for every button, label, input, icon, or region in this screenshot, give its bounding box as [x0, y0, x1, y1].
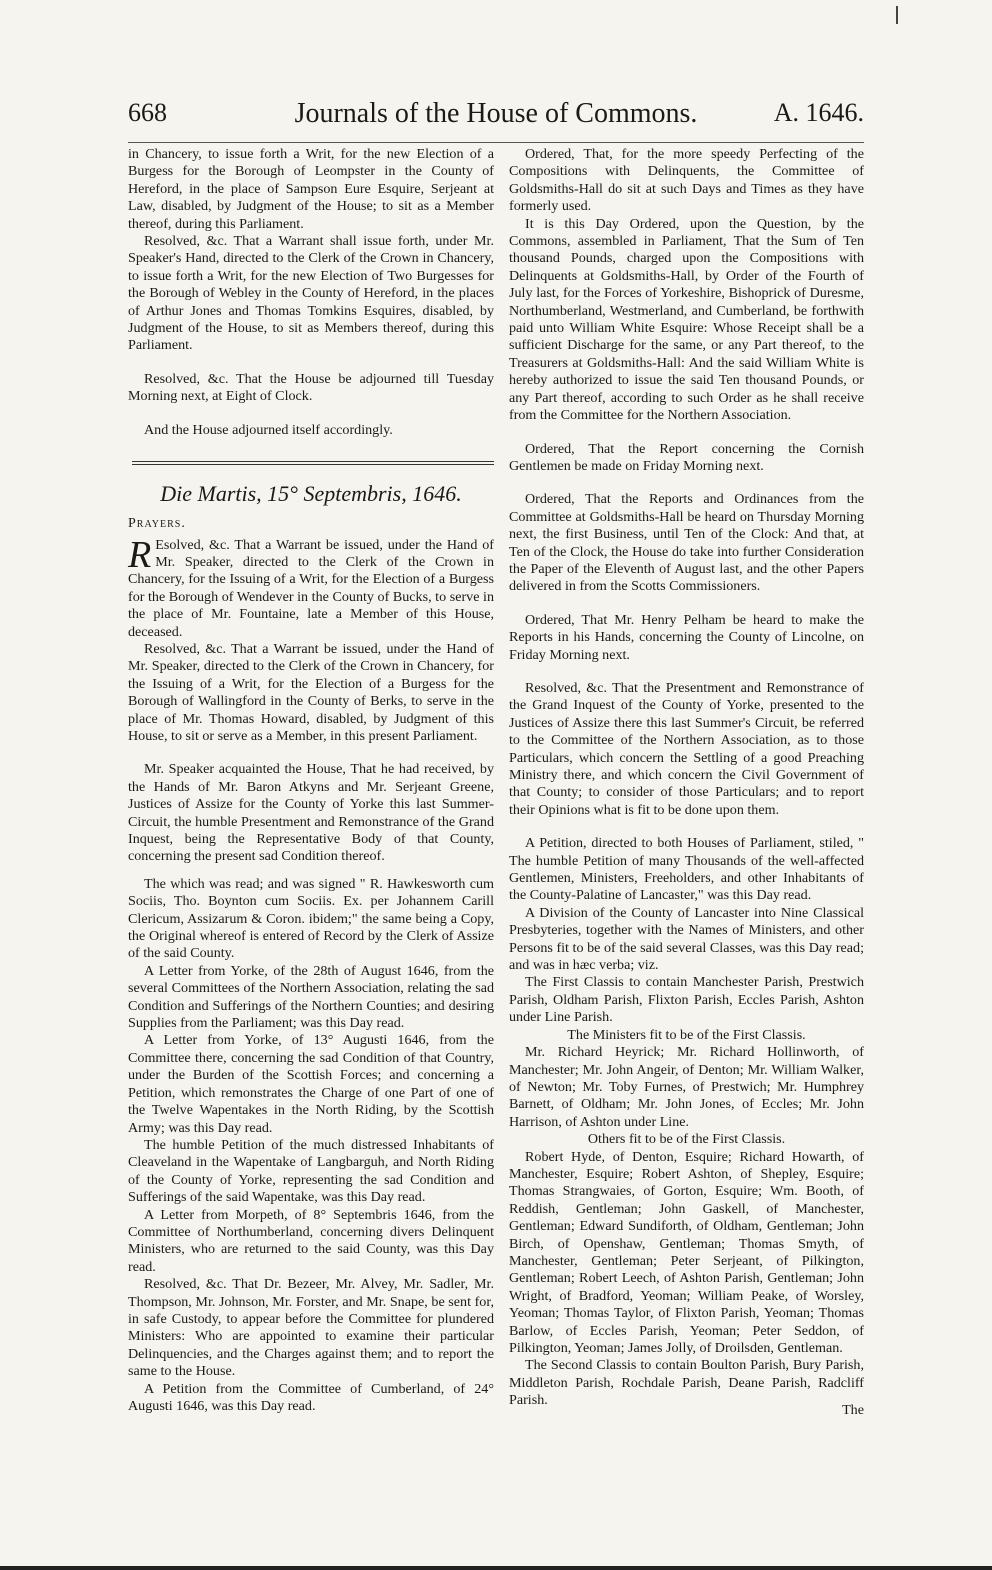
left-column — [128, 146, 494, 1415]
section-divider — [132, 457, 494, 467]
prayers-label: Prayers. — [128, 516, 186, 532]
page-header — [128, 98, 864, 143]
paragraph: Ordered, That, for the more speedy Perfecting of the Compositions with Delinquents, the Committee of Goldsmiths-Hall do sit at such Days and Times as they have formerly used. — [509, 146, 864, 215]
catchword: The — [842, 1402, 864, 1418]
paragraph: Resolved, &c. That Dr. Bezeer, Mr. Alvey, Mr. Sadler, Mr. Thompson, Mr. Johnson, Mr. Forster, and Mr. Snape, be sent for, in safe Custody, to appear before the Committee for plundered Ministers: Who are appointed to examine their particular Delinquencies, and the Charges against them; and to report the same to the House. — [128, 1276, 494, 1380]
page-number: 668 — [128, 98, 167, 127]
paragraph: Resolved, &c. That a Warrant be issued, under the Hand of Mr. Speaker, directed to the Clerk of the Crown in Chancery, for the Issuing of a Writ, for the Election of a Burgess for the Borough of Wallingford in the County of Berks, to serve in the place of Mr. Thomas Howard, disabled, by Judgment of this House, to sit or serve as a Member, in this present Parliament. — [128, 640, 494, 744]
paragraph: Mr. Speaker acquainted the House, That he had received, by the Hands of Mr. Baron Atkyns and Mr. Serjeant Greene, Justices of Assize for the County of Yorke this last Summer-Circuit, the humble Presentment and Remonstrance of the Grand Inquest, being the Representative Body of that County, concerning the present sad Condition thereof. — [128, 761, 494, 865]
subheading: The Ministers fit to be of the First Classis. — [567, 1026, 806, 1043]
paragraph: in Chancery, to issue forth a Writ, for the new Election of a Burgess for the Borough of Leompster in the County of Hereford, in the place of Sampson Eure Esquire, Serjeant at Law, disabled, by Judgment of the House; to sit as a Member thereof, during this Parliament. — [128, 146, 494, 232]
paragraph: Robert Hyde, of Denton, Esquire; Richard Howarth, of Manchester, Esquire; Robert Ashton, of Shepley, Esquire; Thomas Strangwaies, of Gorton, Esquire; Wm. Booth, of Reddish, Gentleman; John Gaskell, of Manchester, Gentleman; Edward Sundiforth, of Oldham, Gentleman; John Birch, of Openshaw, Gentleman; Thomas Smyth, of Manchester, Gentleman; Peter Serjeant, of Pilkington, Gentleman; Robert Leech, of Ashton Parish, Gentleman; John Wright, of Bradford, Yeoman; William Peake, of Worsley, Yeoman; Thomas Taylor, of Flixton Parish, Yeoman; Thomas Barlow, of Eccles Parish, Yeoman; Peter Seddon, of Pilkington, Yeoman; James Jolly, of Droilsden, Gentleman. — [509, 1148, 864, 1356]
paragraph: The humble Petition of the much distressed Inhabitants of Cleaveland in the Wapentake of Langbarguh, and North Riding of the County of Yorke, representing the sad Condition and Sufferings of the said Wapentake, was this Day read. — [128, 1136, 494, 1206]
drop-cap: R — [128, 533, 152, 576]
paragraph: Resolved, &c. That the House be adjourned till Tuesday Morning next, at Eight of Clock. — [128, 370, 494, 405]
journal-title: Journals of the House of Commons. — [294, 98, 698, 129]
right-column — [509, 146, 864, 1410]
paragraph: Resolved, &c. That a Warrant shall issue forth, under Mr. Speaker's Hand, directed to the Clerk of the Crown in Chancery, to issue forth a Writ, for the new Election of Two Burgesses for the Borough of Webley in the County of Hereford, in the places of Arthur Jones and Thomas Tomkins Esquires, disabled, by Judgment of the House, to sit as Members thereof, during this Parliament. — [128, 233, 494, 354]
paragraph: Ordered, That the Reports and Ordinances from the Committee at Goldsmiths-Hall be heard on Thursday Morning next, the first Business, until Ten of the Clock: And that, at Ten of the Clock, the House do take into further Consideration the Paper of the Eleventh of August last, and the other Papers delivered in from the Scotts Commissioners. — [509, 491, 864, 595]
year-label: A. 1646. — [773, 98, 864, 127]
paragraph: A Petition from the Committee of Cumberland, of 24° Augusti 1646, was this Day read. — [128, 1380, 494, 1414]
subheading: Others fit to be of the First Classis. — [587, 1131, 786, 1148]
paragraph: A Letter from Yorke, of the 28th of August 1646, from the several Committees of the Northern Association, relating the sad Condition and Sufferings of the Northern Counties; and desiring Supplies from the Parliament; was this Day read. — [128, 962, 494, 1032]
paragraph: And the House adjourned itself accordingly. — [144, 421, 393, 438]
paragraph: It is this Day Ordered, upon the Question, by the Commons, assembled in Parliament, That the Sum of Ten thousand Pounds, charged upon the Compositions with Delinquents at Goldsmiths-Hall, by Order of the Fourth of July last, for the Forces of Yorkeshire, Bishoprick of Duresme, Northumberland, Westmerland, and Cumberland, be forthwith paid unto William White Esquire: Whose Receipt shall be a sufficient Discharge for the same, or any Part thereof, to the Treasurers at Goldsmiths-Hall: And the said William White is hereby authorized to issue the said Ten thousand Pounds, or any Part thereof, according to such Order as he shall receive from the Committee for the Northern Association. — [509, 215, 864, 424]
paragraph: Resolved, &c. That the Presentment and Remonstrance of the Grand Inquest of the County of Yorke, presented to the Justices of Assize there this last Summer's Circuit, be referred to the Committee of the Northern Association, as to those Particulars, which concern the Settling of a good Preaching Ministry there, and which concern the Civil Government of that County; to consider of those Particulars; and to report their Opinions what is fit to be done upon them. — [509, 679, 864, 818]
day-heading: Die Martis, 15° Septembris, 1646. — [160, 481, 462, 507]
paragraph: A Letter from Morpeth, of 8° Septembris 1646, from the Committee of Northumberland, concerning divers Delinquent Ministers, who are returned to the said County, was this Day read. — [128, 1206, 494, 1275]
paragraph: A Division of the County of Lancaster into Nine Classical Presbyteries, together with the Names of Ministers, and other Persons fit to be of the said several Classes, was this Day read; and was in hæc verba; viz. — [509, 904, 864, 974]
paragraph: R Esolved, &c. That a Warrant be issued, under the Hand of Mr. Speaker, directed to the Clerk of the Crown in Chancery, for the Issuing of a Writ, for the Election of a Burgess for the Borough of Wendever in the County of Bucks, to serve in the place of Mr. Fountaine, late a Member of this House, deceased. — [128, 533, 494, 640]
paragraph: The Second Classis to contain Boulton Parish, Bury Parish, Middleton Parish, Rochdale Parish, Deane Parish, Radcliff Parish. — [509, 1357, 864, 1409]
page-edge — [0, 1566, 992, 1570]
paragraph: Ordered, That the Report concerning the Cornish Gentlemen be made on Friday Morning next. — [509, 440, 864, 474]
paragraph: Mr. Richard Heyrick; Mr. Richard Hollinworth, of Manchester; Mr. John Angeir, of Denton; Mr. William Walker, of Newton; Mr. Toby Furnes, of Prestwich; Mr. Humphrey Barnett, of Oldham; Mr. John Jones, of Eccles; Mr. John Harrison, of Ashton under Line. — [509, 1044, 864, 1130]
paragraph: The First Classis to contain Manchester Parish, Prestwich Parish, Oldham Parish, Flixton Parish, Eccles Parish, Ashton under Line Parish. — [509, 974, 864, 1026]
paragraph: Ordered, That Mr. Henry Pelham be heard to make the Reports in his Hands, concerning the County of Lincolne, on Friday Morning next. — [509, 611, 864, 663]
paragraph: A Letter from Yorke, of 13° Augusti 1646, from the Committee there, concerning the sad Condition of that Country, under the Burden of the Scottish Forces; and concerning a Petition, which remonstrates the Charge of one Part of one of the Twelve Wapentakes in the North Riding, by the Scottish Army; was this Day read. — [128, 1032, 494, 1136]
margin-mark — [896, 6, 898, 24]
paragraph: The which was read; and was signed " R. Hawkesworth cum Sociis, Tho. Boynton cum Sociis. Ex. per Johannem Carill Clericum, Assizarum & Coron. ibidem;" the same being a Copy, the Original whereof is entered of Record by the Clerk of Assize of the said County. — [128, 875, 494, 962]
paragraph: A Petition, directed to both Houses of Parliament, stiled, " The humble Petition of many Thousands of the well-affected Gentlemen, Ministers, Freeholders, and other Inhabitants of the County-Palatine of Lancaster," was this Day read. — [509, 835, 864, 904]
